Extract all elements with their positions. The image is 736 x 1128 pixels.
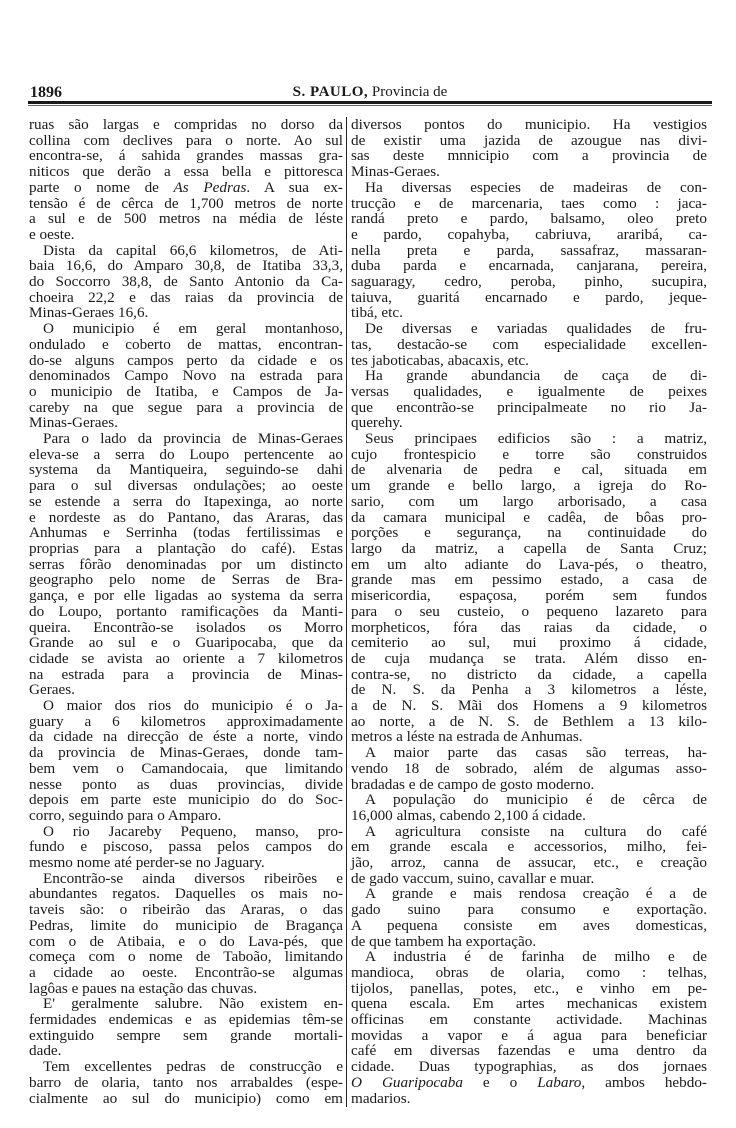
paragraph	[351, 368, 707, 431]
text-line: a sul e de 500 metros na média de léste	[29, 210, 343, 228]
text-line: gança, e por elle ligadas ao systema da serra	[29, 587, 343, 605]
text-line: para o seu custeio, o pequeno lazareto para	[351, 602, 707, 620]
text-line: e oeste.	[29, 225, 75, 243]
text-line: denominados Campo Novo na estrada para	[29, 367, 343, 385]
page-number: 1896	[30, 84, 62, 101]
text-line: tensão é de cêrca de 1,700 metros de norte	[29, 194, 343, 212]
paragraph	[29, 117, 343, 243]
text-line: querehy.	[351, 414, 403, 432]
paragraph	[351, 745, 707, 792]
text-line: madarios.	[351, 1089, 411, 1107]
text-line: Geraes.	[29, 681, 75, 699]
italic-title: Labaro	[537, 1073, 582, 1091]
text-line: O municipio é em geral montanhoso,	[43, 320, 343, 338]
text-line: bem vem o Camandocaia, que limitando	[29, 759, 343, 777]
text-line: começa com o nome de Taboão, limitando	[29, 948, 343, 966]
text-line: movidas a vapor e á agua para beneficiar	[351, 1026, 707, 1044]
paragraph	[351, 431, 707, 745]
paragraph	[29, 243, 343, 322]
text-line: queira. Encontrão-se isolados os Morro	[29, 618, 343, 636]
text-line: A população do municipio é de cêrca de	[365, 791, 707, 809]
text-line: em grande escala e accessorios, milho, fei-	[351, 838, 707, 856]
text-line: encontra-se, á sahida grandes massas gra-	[29, 147, 343, 165]
text-line: careby na que segue para a provincia de	[29, 398, 343, 416]
text-line: diversos pontos do municipio. Ha vestigios	[351, 116, 707, 133]
text-line: cemiterio ao sul, mui proximo á cidade,	[351, 634, 707, 652]
text-segment: , ambos hebdo-	[581, 1073, 707, 1091]
text-line: de existir uma jazida de azougue nas divi-	[351, 131, 707, 149]
text-line: sas deste mnnicipio com a provincia de	[351, 147, 707, 165]
text-line: cidade. Duas typographias, as dos jornaes	[351, 1058, 707, 1076]
text-line: niticos que derão a essa bella e pittoresca	[29, 163, 343, 181]
text-line: barro de olaria, tanto nos arrabaldes (espe-	[29, 1073, 343, 1091]
text-line: taveis são: o ribeirão das Araras, o das	[29, 901, 343, 919]
text-line: Anhumas e Serrinha (todas fertilissimas e	[29, 524, 343, 542]
text-line: a de N. S. Mãi dos Homens a 9 kilometros	[351, 697, 707, 715]
text-line: de que tambem ha exportação.	[351, 932, 537, 950]
text-line: na estrada para a provincia de Minas-	[29, 665, 343, 683]
text-line: de cuja mudança se trata. Além disso en-	[351, 649, 707, 667]
text-line: do Loupo, portanto ramificações da Manti-	[29, 602, 343, 620]
text-line: Pedras, limite do municipio de Bragança	[29, 916, 343, 934]
text-line: um grande e bello largo, a igreja do Ro-	[351, 477, 707, 495]
text-line: mandioca, obras de olaria, como : telhas,	[351, 963, 707, 981]
header-rule-thin	[28, 105, 712, 106]
paragraph	[351, 180, 707, 321]
text-line: fermidades endemicas e as epidemias têm-se	[29, 1011, 343, 1029]
text-line: tas, destacão-se com especialidade excellen-	[351, 335, 707, 353]
italic-title: As Pedras	[173, 178, 247, 196]
text-line: do-se alguns campos perto da cidade e os	[29, 351, 343, 369]
text-line: A industria é de farinha de milho e de	[365, 948, 707, 966]
text-line: e pardo, copahyba, cabriuva, araribá, ca-	[351, 225, 707, 243]
text-line	[29, 180, 343, 196]
text-line: morpheticos, fóra das raias da cidade, o	[351, 618, 707, 636]
text-line: nella preta e parda, sassafraz, massaran-	[351, 241, 707, 259]
text-line: taiuva, guaritá encarnado e pardo, jeque-	[351, 288, 707, 306]
text-line: Dista da capital 66,6 kilometros, de Ati-	[43, 241, 343, 259]
text-line: e nordeste as do Pantano, das Araras, das	[29, 508, 343, 526]
text-line: abundantes regatos. Daquelles os mais no-	[29, 885, 343, 903]
text-segment: . A sua ex-	[246, 178, 343, 196]
text-line: misericordia, espaçosa, porém sem fundos	[351, 587, 707, 605]
text-line: de alvenaria de pedra e cal, situada em	[351, 461, 707, 479]
text-segment: parte o nome de	[29, 178, 174, 196]
text-line: O maior dos rios do municipio é o Ja-	[43, 697, 343, 715]
text-line: choeira 22,2 e das raias da provincia de	[29, 288, 343, 306]
text-line: lagôas e paues na estação das chuvas.	[29, 979, 258, 997]
text-line: tibá, etc.	[351, 304, 403, 322]
paragraph	[29, 321, 343, 431]
right-column	[351, 117, 707, 1106]
paragraph	[351, 321, 707, 368]
text-line: Ha diversas especies de madeiras de con-	[365, 178, 707, 196]
text-line: porções e segurança, na continuidade do	[351, 524, 707, 542]
paragraph	[351, 949, 707, 1106]
text-line: A pequena consiste em aves domesticas,	[351, 916, 707, 934]
text-line: se estende a serra do Itapexinga, ao norte	[29, 492, 343, 510]
text-line: quena escala. Em artes mechanicas existem	[351, 995, 707, 1013]
text-line: fundo e piscoso, passa pelos campos do	[29, 838, 343, 856]
text-line: Minas-Geraes.	[29, 414, 118, 432]
text-line: duba parda e encarnada, canjarana, pereira,	[351, 257, 707, 275]
text-line: o municipio de Itatiba, e Campos de Ja-	[29, 382, 343, 400]
text-line: 16,000 almas, cabendo 2,100 á cidade.	[351, 806, 586, 824]
paragraph	[351, 824, 707, 887]
text-line: E' geralmente salubre. Não existem en-	[43, 995, 343, 1013]
text-line: metros a léste na estrada de Anhumas.	[351, 728, 583, 746]
text-line: O rio Jacareby Pequeno, manso, pro-	[43, 822, 343, 840]
text-line: gado suino para consumo e exportação.	[351, 901, 707, 919]
text-line: de N. S. da Penha a 3 kilometros a léste,	[351, 681, 707, 699]
text-line: Ha grande abundancia de caça de di-	[365, 367, 707, 385]
text-line: guary a 6 kilometros approximadamente	[29, 712, 343, 730]
text-line: corro, seguindo para o Amparo.	[29, 806, 222, 824]
running-title	[28, 84, 712, 101]
text-line: grande mas em pessimo estado, a casa de	[351, 571, 707, 589]
text-line: Minas-Geraes.	[351, 163, 440, 181]
text-line: Encontrão-se ainda diversos ribeirões e	[43, 869, 343, 887]
paragraph	[351, 117, 707, 180]
text-line: ondulado e coberto de mattas, encontran-	[29, 335, 343, 353]
paragraph	[351, 886, 707, 949]
text-line: systema da Mantiqueira, seguindo-se dahi	[29, 461, 343, 479]
text-line: ruas são largas e compridas no dorso da	[29, 116, 343, 133]
text-line: da provincia de Minas-Geraes, donde tam-	[29, 744, 343, 762]
text-line: cidade se avista ao oriente a 7 kilometros	[29, 649, 343, 667]
text-line: nesse ponto as duas provincias, divide	[29, 775, 343, 793]
header-rule	[28, 101, 712, 104]
text-line: tes jaboticabas, abacaxis, etc.	[351, 351, 529, 369]
text-line: Tem excellentes pedras de construcção e	[43, 1058, 343, 1076]
text-line: versas qualidades, e igualmente de peixes	[351, 382, 707, 400]
running-title-place: S. PAULO,	[292, 84, 369, 100]
text-line: A grande e mais rendosa creação é a de	[365, 885, 707, 903]
text-line: trucção e de marcenaria, taes como : jaca-	[351, 194, 707, 212]
text-line: mesmo nome até perder-se no Jaguary.	[29, 854, 265, 872]
text-line: De diversas e variadas qualidades de fru-	[365, 320, 707, 338]
text-line: A agricultura consiste na cultura do café	[365, 822, 707, 840]
text-line: da camara municipal e cadêa, de bôas pro-	[351, 508, 707, 526]
text-line: cialmente ao sul do municipio) como em	[29, 1089, 343, 1107]
text-line: Minas-Geraes 16,6.	[29, 304, 149, 322]
text-line: geographo pelo nome de Serras de Bra-	[29, 571, 343, 589]
paragraph	[351, 792, 707, 823]
paragraph	[29, 1059, 343, 1106]
text-line: cujo frontespicio e torre são construidos	[351, 445, 707, 463]
text-line: em um alto adiante do Lava-pés, o theatro,	[351, 555, 707, 573]
text-line: bradadas e de campo de gosto moderno.	[351, 775, 595, 793]
left-column	[29, 117, 343, 1106]
paragraph	[29, 824, 343, 871]
text-line: saguaragy, cedro, peroba, pinho, sucupira,	[351, 273, 707, 291]
text-line: collina com declives para o norte. Ao sul	[29, 131, 343, 149]
text-line: depois em parte este municipio do do Soc-	[29, 791, 343, 809]
column-divider	[346, 117, 347, 1107]
text-line: tijolos, panellas, potes, etc., e vinho em pe-	[351, 979, 707, 997]
paragraph	[29, 871, 343, 997]
text-line: contra-se, no districto da cidade, a capella	[351, 665, 707, 683]
text-line	[351, 1075, 707, 1091]
text-line: eleva-se a serra do Loupo pertencente ao	[29, 445, 343, 463]
text-line: ao norte, a de N. S. de Bethlem a 13 kilo-	[351, 712, 707, 730]
paragraph	[29, 431, 343, 698]
italic-title: O Guaripocaba	[351, 1073, 463, 1091]
text-line: dade.	[29, 1042, 62, 1060]
text-line: da cidade na direcção de éste a norte, vindo	[29, 728, 343, 746]
text-line: sario, com um largo arborisado, a casa	[351, 492, 707, 510]
text-line: Para o lado da provincia de Minas-Geraes	[43, 430, 343, 448]
text-line: a cidade ao oeste. Encontrão-se algumas	[29, 963, 343, 981]
text-line: officinas em constante actividade. Machinas	[351, 1011, 707, 1029]
text-line: baia 16,6, do Amparo 30,8, de Itatiba 33,3,	[29, 257, 343, 275]
paragraph	[29, 996, 343, 1059]
text-line: que encontrão-se principalmeate no rio Ja-	[351, 398, 707, 416]
text-line: de gado vaccum, suino, cavallar e muar.	[351, 869, 595, 887]
text-line: jão, arroz, canna de assucar, etc., e creação	[351, 854, 707, 872]
text-line: serras fôrão denominadas por um distincto	[29, 555, 343, 573]
running-title-rest: Provincia de	[368, 84, 448, 100]
text-line: Grande ao sul e o Guaripocaba, que da	[29, 634, 343, 652]
text-line: café em diversas fazendas e uma dentro da	[351, 1042, 707, 1060]
text-line: com o de Atibaia, e o do Lava-pés, que	[29, 932, 343, 950]
text-line: para o sul diversas ondulações; ao oeste	[29, 477, 343, 495]
paragraph	[29, 698, 343, 824]
text-line: vendo 18 de sobrado, além de algumas asso-	[351, 759, 707, 777]
text-line: Seus principaes edificios são : a matriz,	[365, 430, 707, 448]
text-line: do Soccorro 38,8, de Santo Antonio da Ca-	[29, 273, 343, 291]
text-segment: e o	[462, 1073, 538, 1091]
text-line: proprias para a plantação do café). Estas	[29, 539, 343, 557]
text-line: extinguido sempre sem grande mortali-	[29, 1026, 343, 1044]
text-line: largo da matriz, a capella de Santa Cruz;	[351, 539, 707, 557]
text-line: randá preto e pardo, balsamo, oleo preto	[351, 210, 707, 228]
text-line: A maior parte das casas são terreas, ha-	[365, 744, 707, 762]
